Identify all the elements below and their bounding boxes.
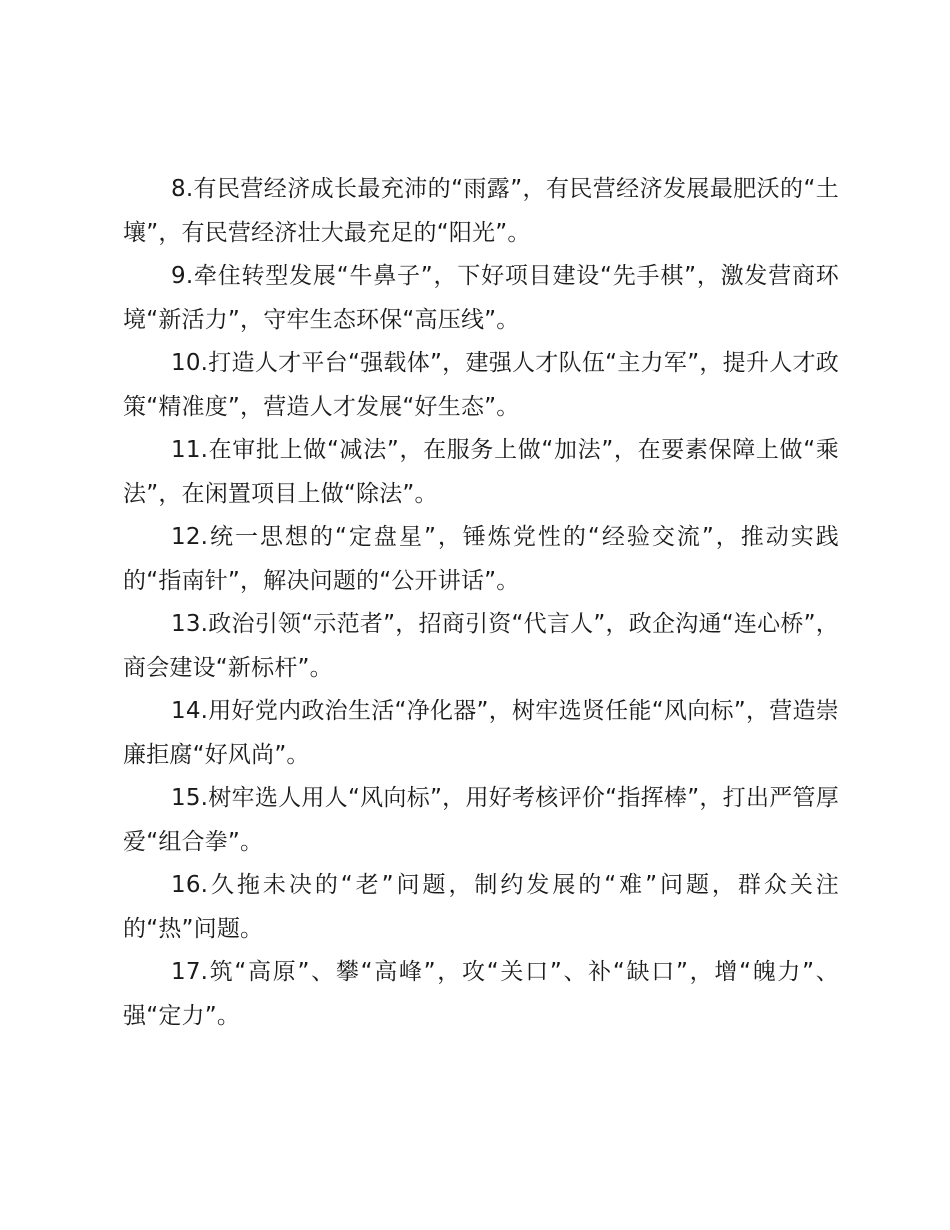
list-item-9: 9.牵住转型发展“牛鼻子”，下好项目建设“先手棋”，激发营商环境“新活力”，守牢生态环保“高压线”。 [123,263,839,333]
list-item-13: 13.政治引领“示范者”，招商引资“代言人”，政企沟通“连心桥”，商会建设“新标杆”。 [123,611,839,681]
list-item-10: 10.打造人才平台“强载体”，建强人才队伍“主力军”，提升人才政策“精准度”，营造人才发展“好生态”。 [123,350,839,420]
list-item-11: 11.在审批上做“减法”，在服务上做“加法”，在要素保障上做“乘法”，在闲置项目上做“除法”。 [123,437,839,507]
list-item-17: 17.筑“高原”、攀“高峰”，攻“关口”、补“缺口”，增“魄力”、强“定力”。 [123,959,839,1029]
list-item-16: 16.久拖未决的“老”问题，制约发展的“难”问题，群众关注的“热”问题。 [123,872,839,942]
list-item-8: 8.有民营经济成长最充沛的“雨露”，有民营经济发展最肥沃的“土壤”，有民营经济壮大最充足的“阳光”。 [123,176,839,246]
list-item-12: 12.统一思想的“定盘星”，锤炼党性的“经验交流”，推动实践的“指南针”，解决问题的“公开讲话”。 [123,524,839,594]
list-item-15: 15.树牢选人用人“风向标”，用好考核评价“指挥棒”，打出严管厚爱“组合拳”。 [123,785,839,855]
list-item-14: 14.用好党内政治生活“净化器”，树牢选贤任能“风向标”，营造崇廉拒腐“好风尚”。 [123,698,839,768]
document-body [123,168,839,1038]
